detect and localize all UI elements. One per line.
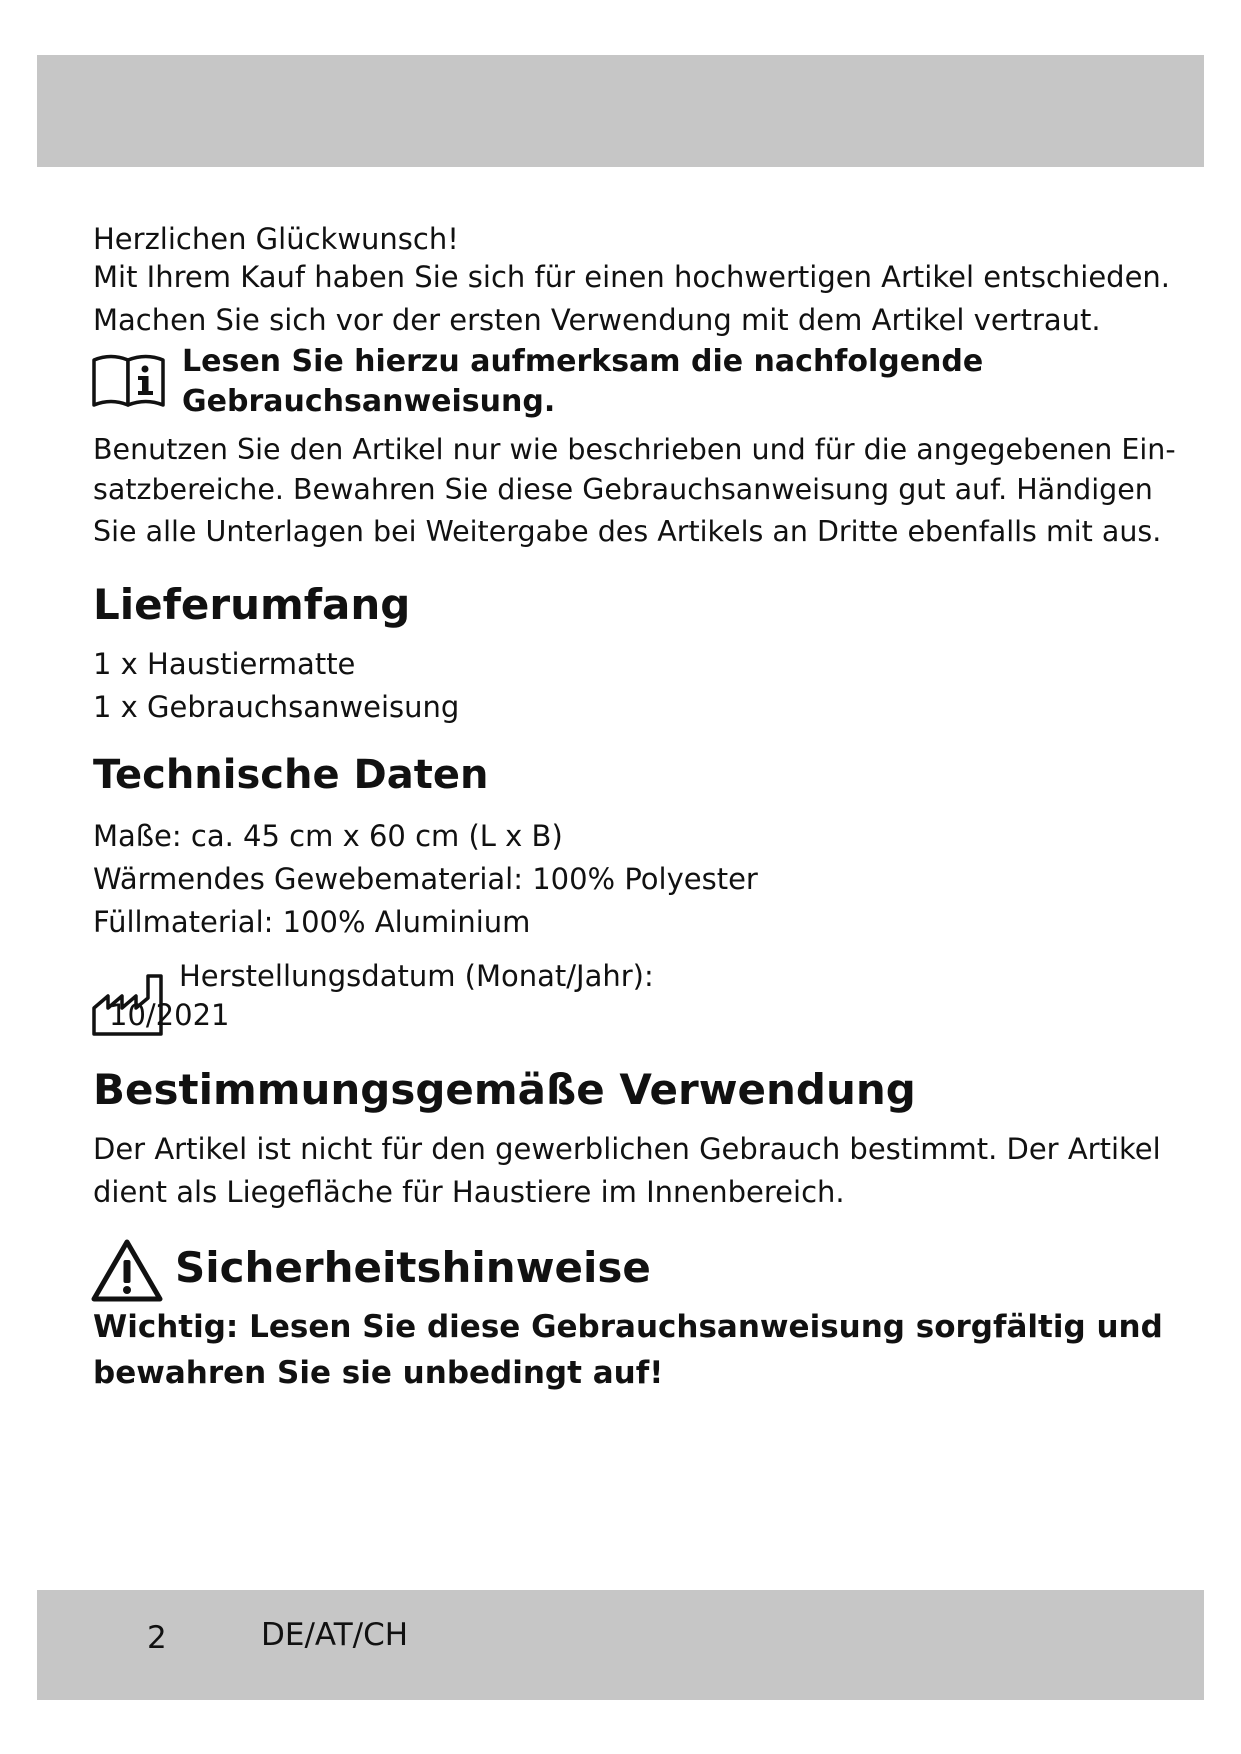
scope-item-2: 1 x Gebrauchsanweisung: [93, 690, 460, 724]
region-label: DE/AT/CH: [261, 1617, 409, 1653]
intro-body-line-1: Benutzen Sie den Artikel nur wie beschrieben und für die angegebenen Ein-: [93, 433, 1176, 466]
heading-sicherheitshinweise: Sicherheitshinweise: [175, 1243, 651, 1292]
footer-band: [37, 1590, 1204, 1700]
tech-line-1: Maße: ca. 45 cm x 60 cm (L x B): [93, 819, 563, 853]
manufacture-date-factory-icon: [91, 968, 165, 1038]
read-notice-line-1: Lesen Sie hierzu aufmerksam die nachfolgende: [182, 344, 984, 379]
heading-technische-daten: Technische Daten: [93, 752, 489, 798]
intro-line-1: Mit Ihrem Kauf haben Sie sich für einen hochwertigen Artikel entschieden.: [93, 260, 1171, 294]
greeting: Herzlichen Glückwunsch!: [93, 222, 459, 256]
warning-triangle-icon: [91, 1238, 163, 1302]
read-notice-line-2: Gebrauchsanweisung.: [182, 384, 556, 419]
manufacture-date-label: Herstellungsdatum (Monat/Jahr):: [179, 959, 654, 993]
heading-bestimmungsgemaesse-verwendung: Bestimmungsgemäße Verwendung: [93, 1065, 916, 1114]
use-line-1: Der Artikel ist nicht für den gewerblichen Gebrauch bestimmt. Der Artikel: [93, 1132, 1161, 1166]
tech-line-2: Wärmendes Gewebematerial: 100% Polyester: [93, 862, 758, 896]
safety-warning-line-1: Wichtig: Lesen Sie diese Gebrauchsanweisung sorgfältig und: [93, 1309, 1163, 1345]
intro-body-line-2: satzbereiche. Bewahren Sie diese Gebrauchsanweisung gut auf. Händigen: [93, 473, 1153, 506]
intro-body-line-3: Sie alle Unterlagen bei Weitergabe des Artikels an Dritte ebenfalls mit aus.: [93, 515, 1162, 548]
use-line-2: dient als Liegefläche für Haustiere im Innenbereich.: [93, 1175, 845, 1209]
manufacture-date-value: 10/2021: [109, 998, 230, 1032]
page-number: 2: [147, 1620, 167, 1656]
safety-warning-line-2: bewahren Sie sie unbedingt auf!: [93, 1355, 664, 1391]
intro-line-2: Machen Sie sich vor der ersten Verwendung mit dem Artikel vertraut.: [93, 303, 1101, 337]
scope-item-1: 1 x Haustiermatte: [93, 647, 356, 681]
heading-lieferumfang: Lieferumfang: [93, 580, 411, 629]
read-instructions-book-icon: [91, 350, 167, 410]
header-band: [37, 55, 1204, 167]
tech-line-3: Füllmaterial: 100% Aluminium: [93, 905, 531, 939]
